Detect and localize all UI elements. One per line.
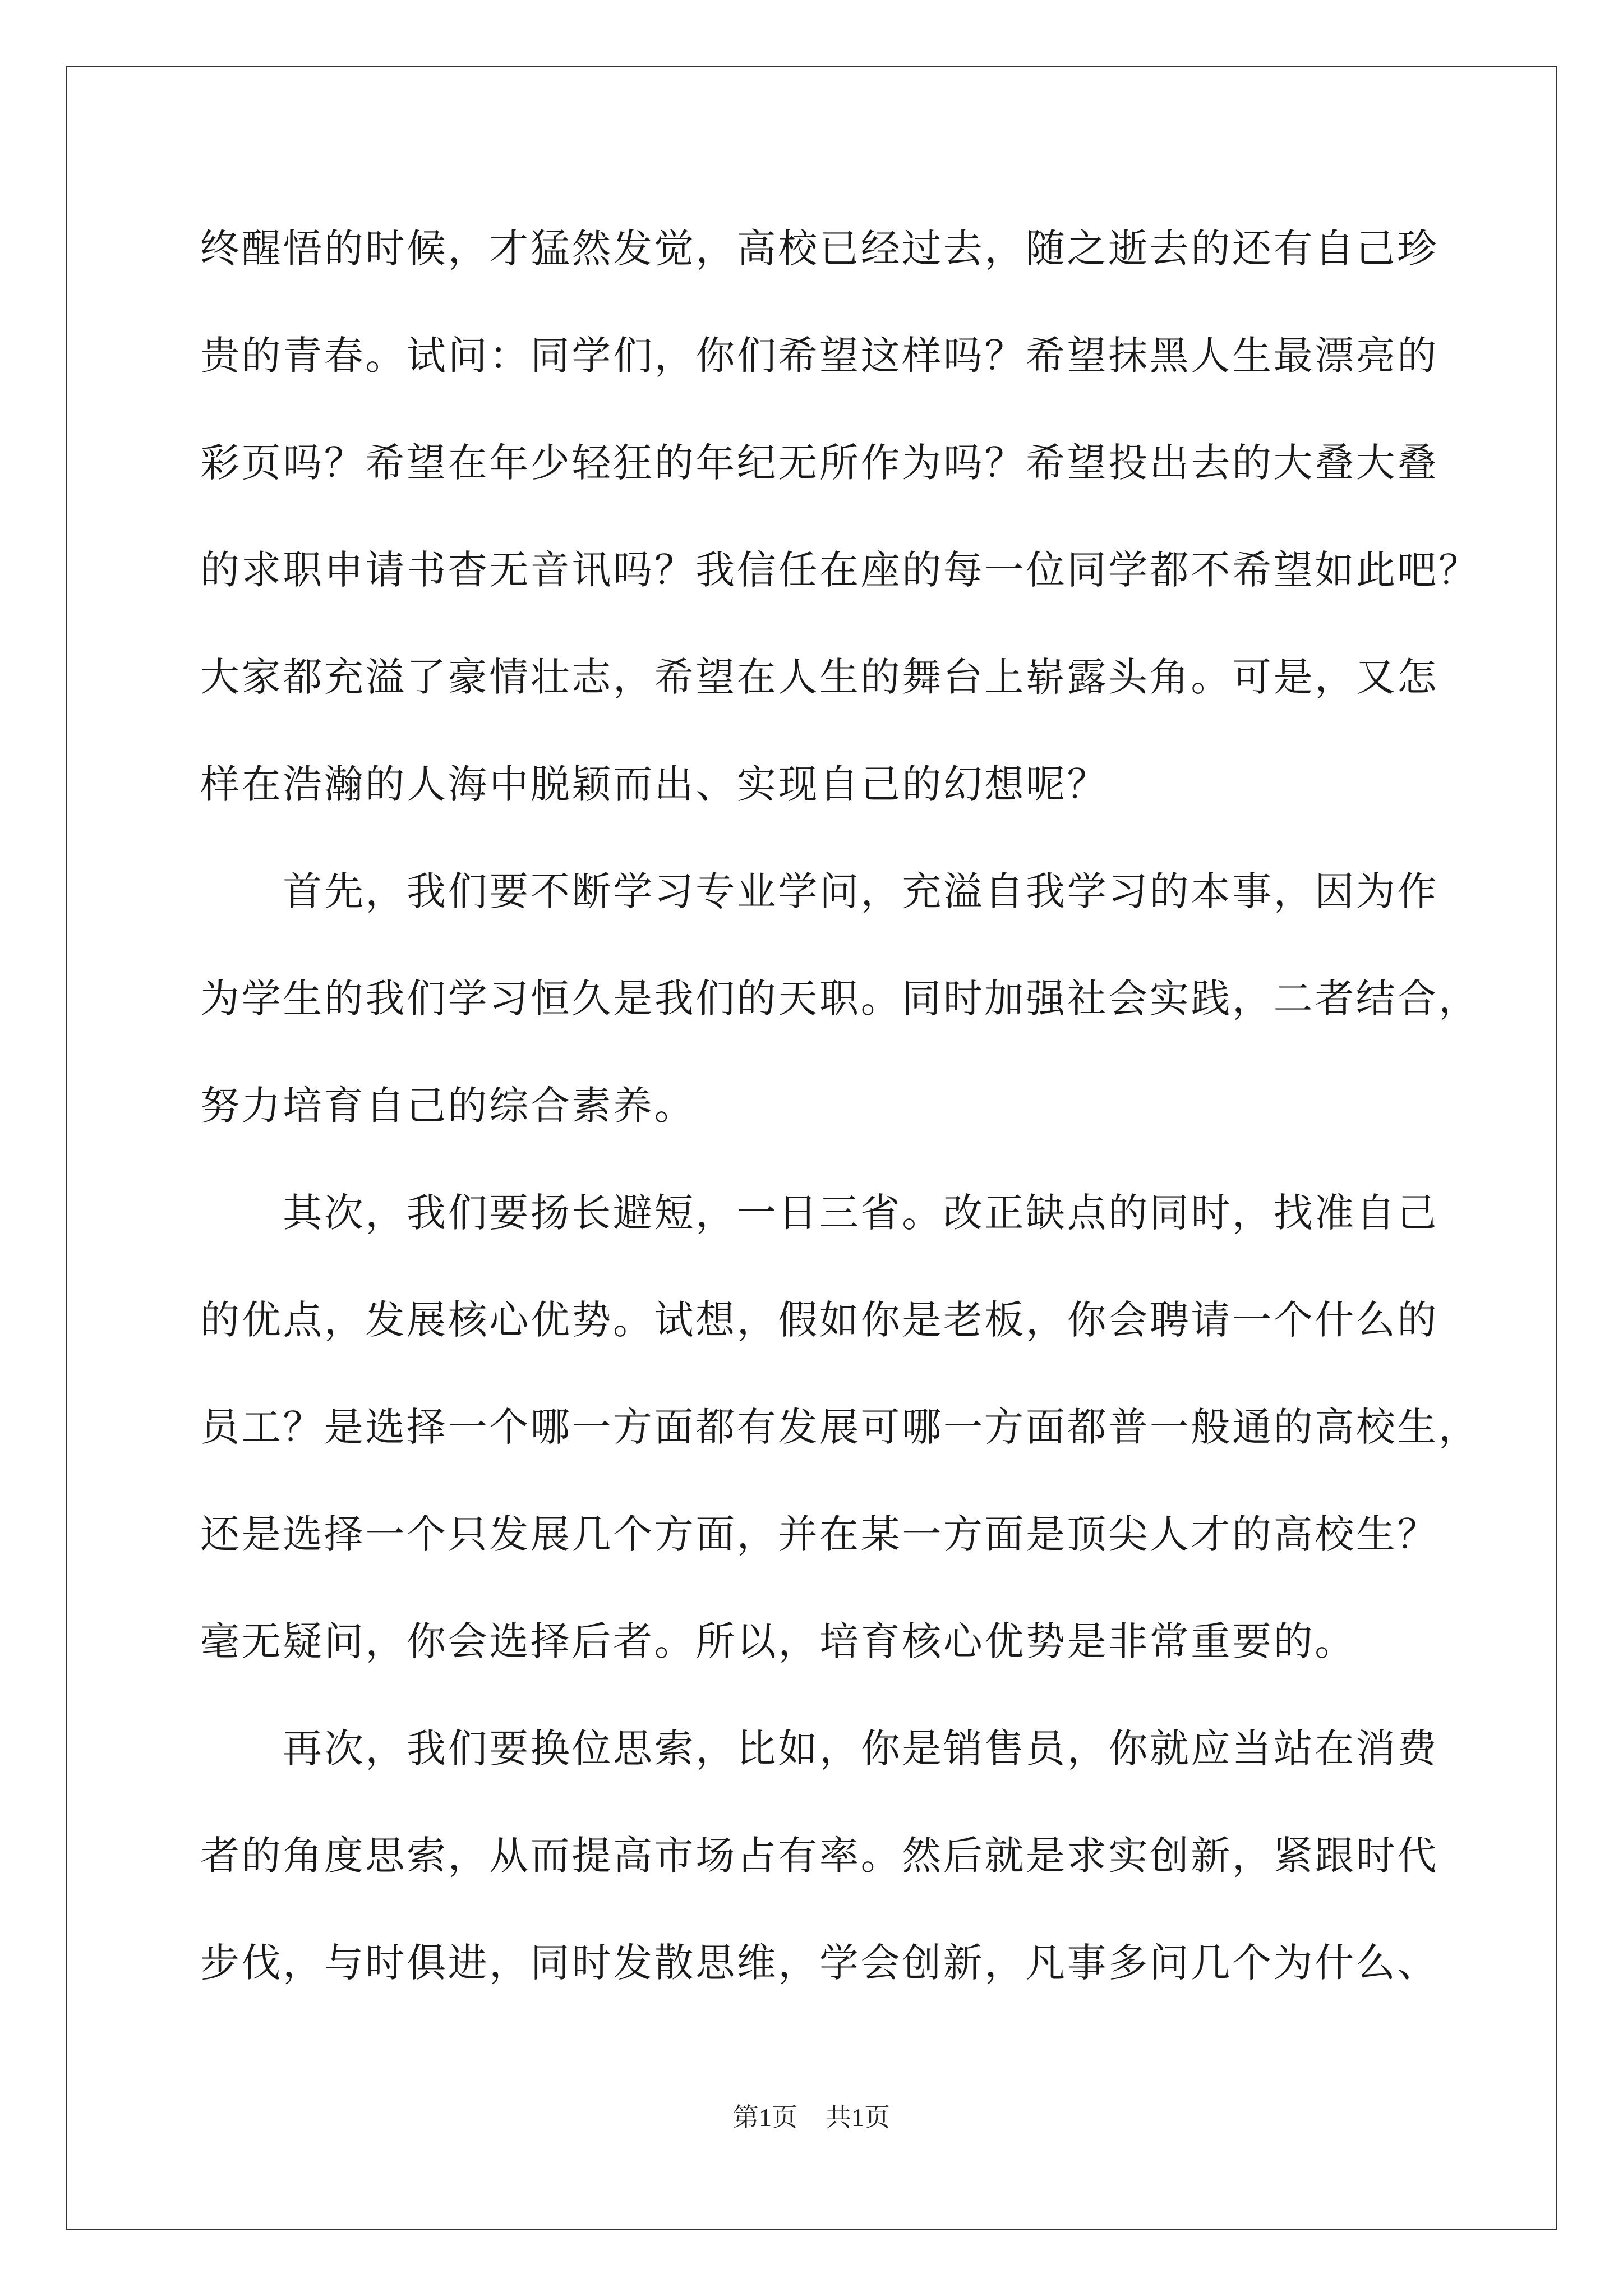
text-line: 还是选择一个只发展几个方面，并在某一方面是顶尖人才的高校生？ <box>200 1511 1438 1557</box>
page-footer <box>0 2101 1623 2134</box>
text-line: 努力培育自己的综合素养。 <box>200 1083 696 1129</box>
text-line: 再次，我们要换位思索，比如，你是销售员，你就应当站在消费 <box>200 1726 1438 1772</box>
text-line: 彩页吗？希望在年少轻狂的年纪无所作为吗？希望投出去的大叠大叠 <box>200 440 1438 486</box>
page-total: 共1页 <box>826 2103 890 2132</box>
text-line: 步伐，与时俱进，同时发散思维，学会创新，凡事多问几个为什么、 <box>200 1940 1438 1986</box>
text-line: 毫无疑问，你会选择后者。所以，培育核心优势是非常重要的。 <box>200 1618 1356 1664</box>
text-line: 贵的青春。试问：同学们，你们希望这样吗？希望抹黑人生最漂亮的 <box>200 333 1438 379</box>
text-line: 者的角度思索，从而提高市场占有率。然后就是求实创新，紧跟时代 <box>200 1833 1438 1879</box>
text-line: 的优点，发展核心优势。试想，假如你是老板，你会聘请一个什么的 <box>200 1297 1438 1343</box>
text-line: 员工？是选择一个哪一方面都有发展可哪一方面都普一般通的高校生， <box>200 1404 1480 1450</box>
page-border <box>66 66 1557 2230</box>
page-number: 第1页 <box>733 2103 797 2132</box>
text-line: 终醒悟的时候，才猛然发觉，高校已经过去，随之逝去的还有自己珍 <box>200 226 1438 272</box>
text-line: 大家都充溢了豪情壮志，希望在人生的舞台上崭露头角。可是，又怎 <box>200 654 1438 700</box>
text-line: 为学生的我们学习恒久是我们的天职。同时加强社会实践，二者结合， <box>200 976 1480 1022</box>
text-line: 首先，我们要不断学习专业学问，充溢自我学习的本事，因为作 <box>200 868 1438 914</box>
text-line: 的求职申请书杳无音讯吗？我信任在座的每一位同学都不希望如此吧？ <box>200 547 1480 593</box>
text-line: 样在浩瀚的人海中脱颖而出、实现自己的幻想呢？ <box>200 761 1109 807</box>
text-line: 其次，我们要扬长避短，一日三省。改正缺点的同时，找准自己 <box>200 1190 1438 1236</box>
